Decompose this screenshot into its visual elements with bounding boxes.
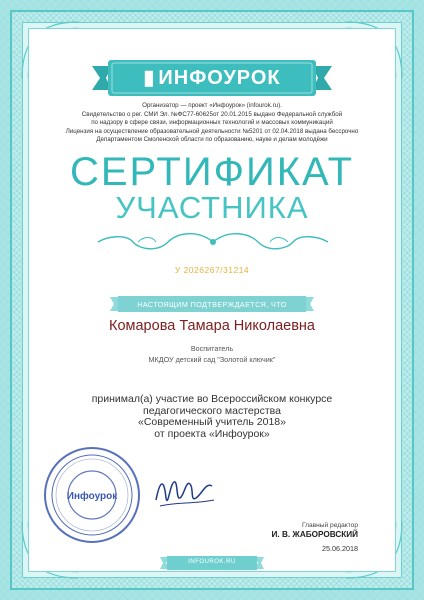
certificate-number: У 2026267/31214 [174,265,250,275]
confirm-text: НАСТОЯЩИМ ПОДТВЕРЖДАЕТСЯ, ЧТО [137,300,287,309]
participant-organization: МКДОУ детский сад "Золотой ключик" [148,355,276,364]
organizer-line: Лицензия на осуществление образовательной деятельности №5201 от 02.04.2018 выдана бессрочно [65,127,359,135]
editor-name: И. В. ЖАБОРОВСКИЙ [271,530,358,539]
participation-line: принимал(а) участие во Всероссийском конкурсе [91,393,333,405]
site-url[interactable]: INFOUROK.RU [188,559,236,565]
infourok-logo-icon: ▮ [143,67,156,89]
certificate-title: СЕРТИФИКАТ [69,150,355,194]
editor-block [272,522,358,553]
logo-text: ИНФОУРОК [158,67,281,89]
organizer-line: по надзору в сфере связи, информационных технологий и массовых коммуникаций [91,119,333,127]
organizer-line: Организатор — проект «Инфоурок» (infourok.ru). [142,102,282,109]
participant-position: Воспитатель [190,344,234,353]
participation-text [0,394,424,440]
participation-line: «Современный учитель 2018» [138,416,286,428]
participant-name: Комарова Тамара Николаевна [109,318,315,334]
participation-line: педагогического мастерства [143,404,281,417]
organizer-line: Свидетельство о рег. СМИ Эл. №ФС77-60625от 20.01.2015 выдано Федеральной службой [81,110,343,118]
signature [150,470,220,515]
logo [92,65,332,90]
issue-date: 25.06.2018 [322,544,358,553]
flourish-ornament [78,228,348,256]
seal-text: Инфоурок [66,491,118,502]
editor-role: Главный редактор [301,522,358,529]
participation-line: от проекта «Инфоурок» [154,427,270,440]
organizer-line: Департаментом Смоленской области по образованию, науке и делам молодёжи [96,136,328,144]
organizer-info [36,102,388,145]
stamp-seal [42,445,142,545]
certificate-subtitle: УЧАСТНИКА [115,190,309,225]
